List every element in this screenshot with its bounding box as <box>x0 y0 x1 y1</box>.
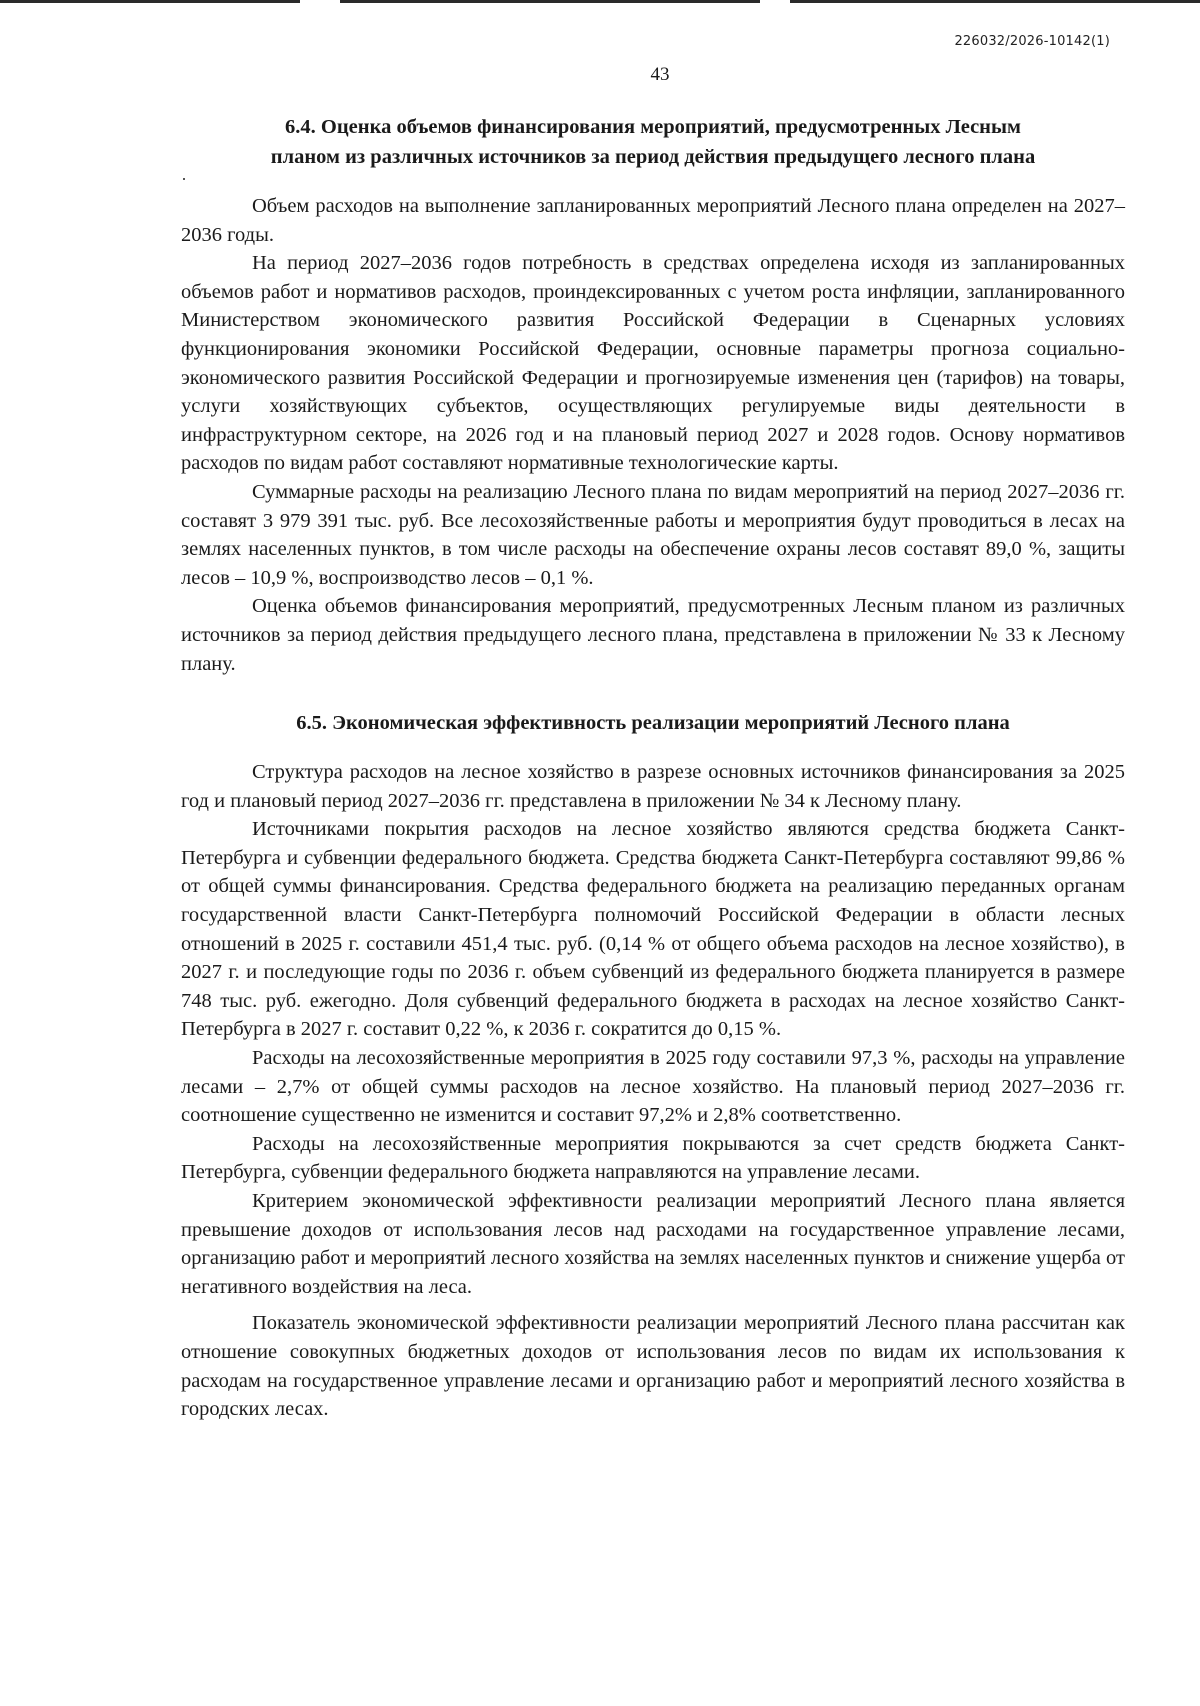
section-6-4-paragraph: Суммарные расходы на реализацию Лесного плана по видам мероприятий на период 2027–2036 гг. составят 3 979 391 тыс. руб. Все лесохозяйственные работы и мероприятия будут проводиться в лесах на землях населенных пунктов, в том числе расходы на обеспечение охраны лесов составят 89,0 %, защиты лесов – 10,9 %, воспроизводство лесов – 0,1 %. <box>181 480 1125 589</box>
section-6-4-paragraph: Оценка объемов финансирования мероприятий, предусмотренных Лесным планом из различных источников за период действия предыдущего лесного плана, представлена в приложении № 33 к Лесному плану. <box>181 595 1125 675</box>
section-6-4-title-line1: 6.4. Оценка объемов финансирования мероприятий, предусмотренных Лесным <box>285 116 1021 138</box>
scan-border-gap <box>300 0 340 3</box>
section-6-4-paragraph: Объем расходов на выполнение запланированных мероприятий Лесного плана определен на 2027–2036 годы. <box>181 195 1125 246</box>
section-6-5-paragraph: Структура расходов на лесное хозяйство в разрезе основных источников финансирования за 2025 год и плановый период 2027–2036 гг. представлена в приложении № 34 к Лесному плану. <box>181 761 1125 812</box>
document-id: 226032/2026-10142(1) <box>954 34 1110 49</box>
page-number: 43 <box>650 64 670 85</box>
section-6-5-paragraph: Источниками покрытия расходов на лесное хозяйство являются средства бюджета Санкт-Петербурга и субвенции федерального бюджета. Средства бюджета Санкт-Петербурга составляют 99,86 % от общей суммы финансирования. Средства федерального бюджета на реализацию переданных органам государственной власти Санкт-Петербурга полномочий Российской Федерации в области лесных отношений в 2025 г. составили 451,4 тыс. руб. (0,14 % от общего объема расходов на лесное хозяйство), в 2027 г. и последующие годы по 2036 г. объем субвенций из федерального бюджета планируется в размере 748 тыс. руб. ежегодно. Доля субвенций федерального бюджета в расходах на лесное хозяйство Санкт-Петербурга в 2027 г. составит 0,22 %, к 2036 г. сократится до 0,15 %. <box>181 818 1125 1041</box>
section-6-4-paragraph: На период 2027–2036 годов потребность в средствах определена исходя из запланированных объемов работ и нормативов расходов, проиндексированных с учетом роста инфляции, запланированного Министерством экономического развития Российской Федерации в Сценарных условиях функционирования экономики Российской Федерации, основные параметры прогноза социально-экономического развития Российской Федерации и прогнозируемые изменения цен (тарифов) на товары, услуги хозяйствующих субъектов, осуществляющих регулируемые виды деятельности в инфраструктурном секторе, на 2026 год и на плановый период 2027 и 2028 годов. Основу нормативов расходов по видам работ составляют нормативные технологические карты. <box>181 252 1125 475</box>
scan-border-gap <box>760 0 790 3</box>
section-6-5-paragraph: Показатель экономической эффективности реализации мероприятий Лесного плана рассчитан как отношение совокупных бюджетных доходов от использования лесов по видам их использования к расходам на государственное управление лесами и организацию работ и мероприятий лесного хозяйства в городских лесах. <box>181 1312 1125 1421</box>
section-6-5-paragraph: Критерием экономической эффективности реализации мероприятий Лесного плана является превышение доходов от использования лесов над расходами на государственное управление лесами, организацию работ и мероприятий лесного хозяйства на землях населенных пунктов и снижение ущерба от негативного воздействия на леса. <box>181 1190 1125 1298</box>
scan-top-border <box>0 0 1200 3</box>
page-body <box>181 112 1125 1424</box>
section-6-4-heading <box>181 112 1125 172</box>
section-6-5-paragraph: Расходы на лесохозяйственные мероприятия в 2025 году составили 97,3 %, расходы на управление лесами – 2,7% от общей суммы расходов на лесное хозяйство. На плановый период 2027–2036 гг. соотношение существенно не изменится и составит 97,2% и 2,8% соответственно. <box>181 1047 1125 1127</box>
section-6-5-paragraph: Расходы на лесохозяйственные мероприятия покрываются за счет средств бюджета Санкт-Петербурга, субвенции федерального бюджета направляются на управление лесами. <box>181 1132 1125 1184</box>
section-6-4-title-line2: планом из различных источников за период действия предыдущего лесного плана <box>270 146 1036 168</box>
section-6-5-heading: 6.5. Экономическая эффективность реализации мероприятий Лесного плана <box>296 712 1010 735</box>
